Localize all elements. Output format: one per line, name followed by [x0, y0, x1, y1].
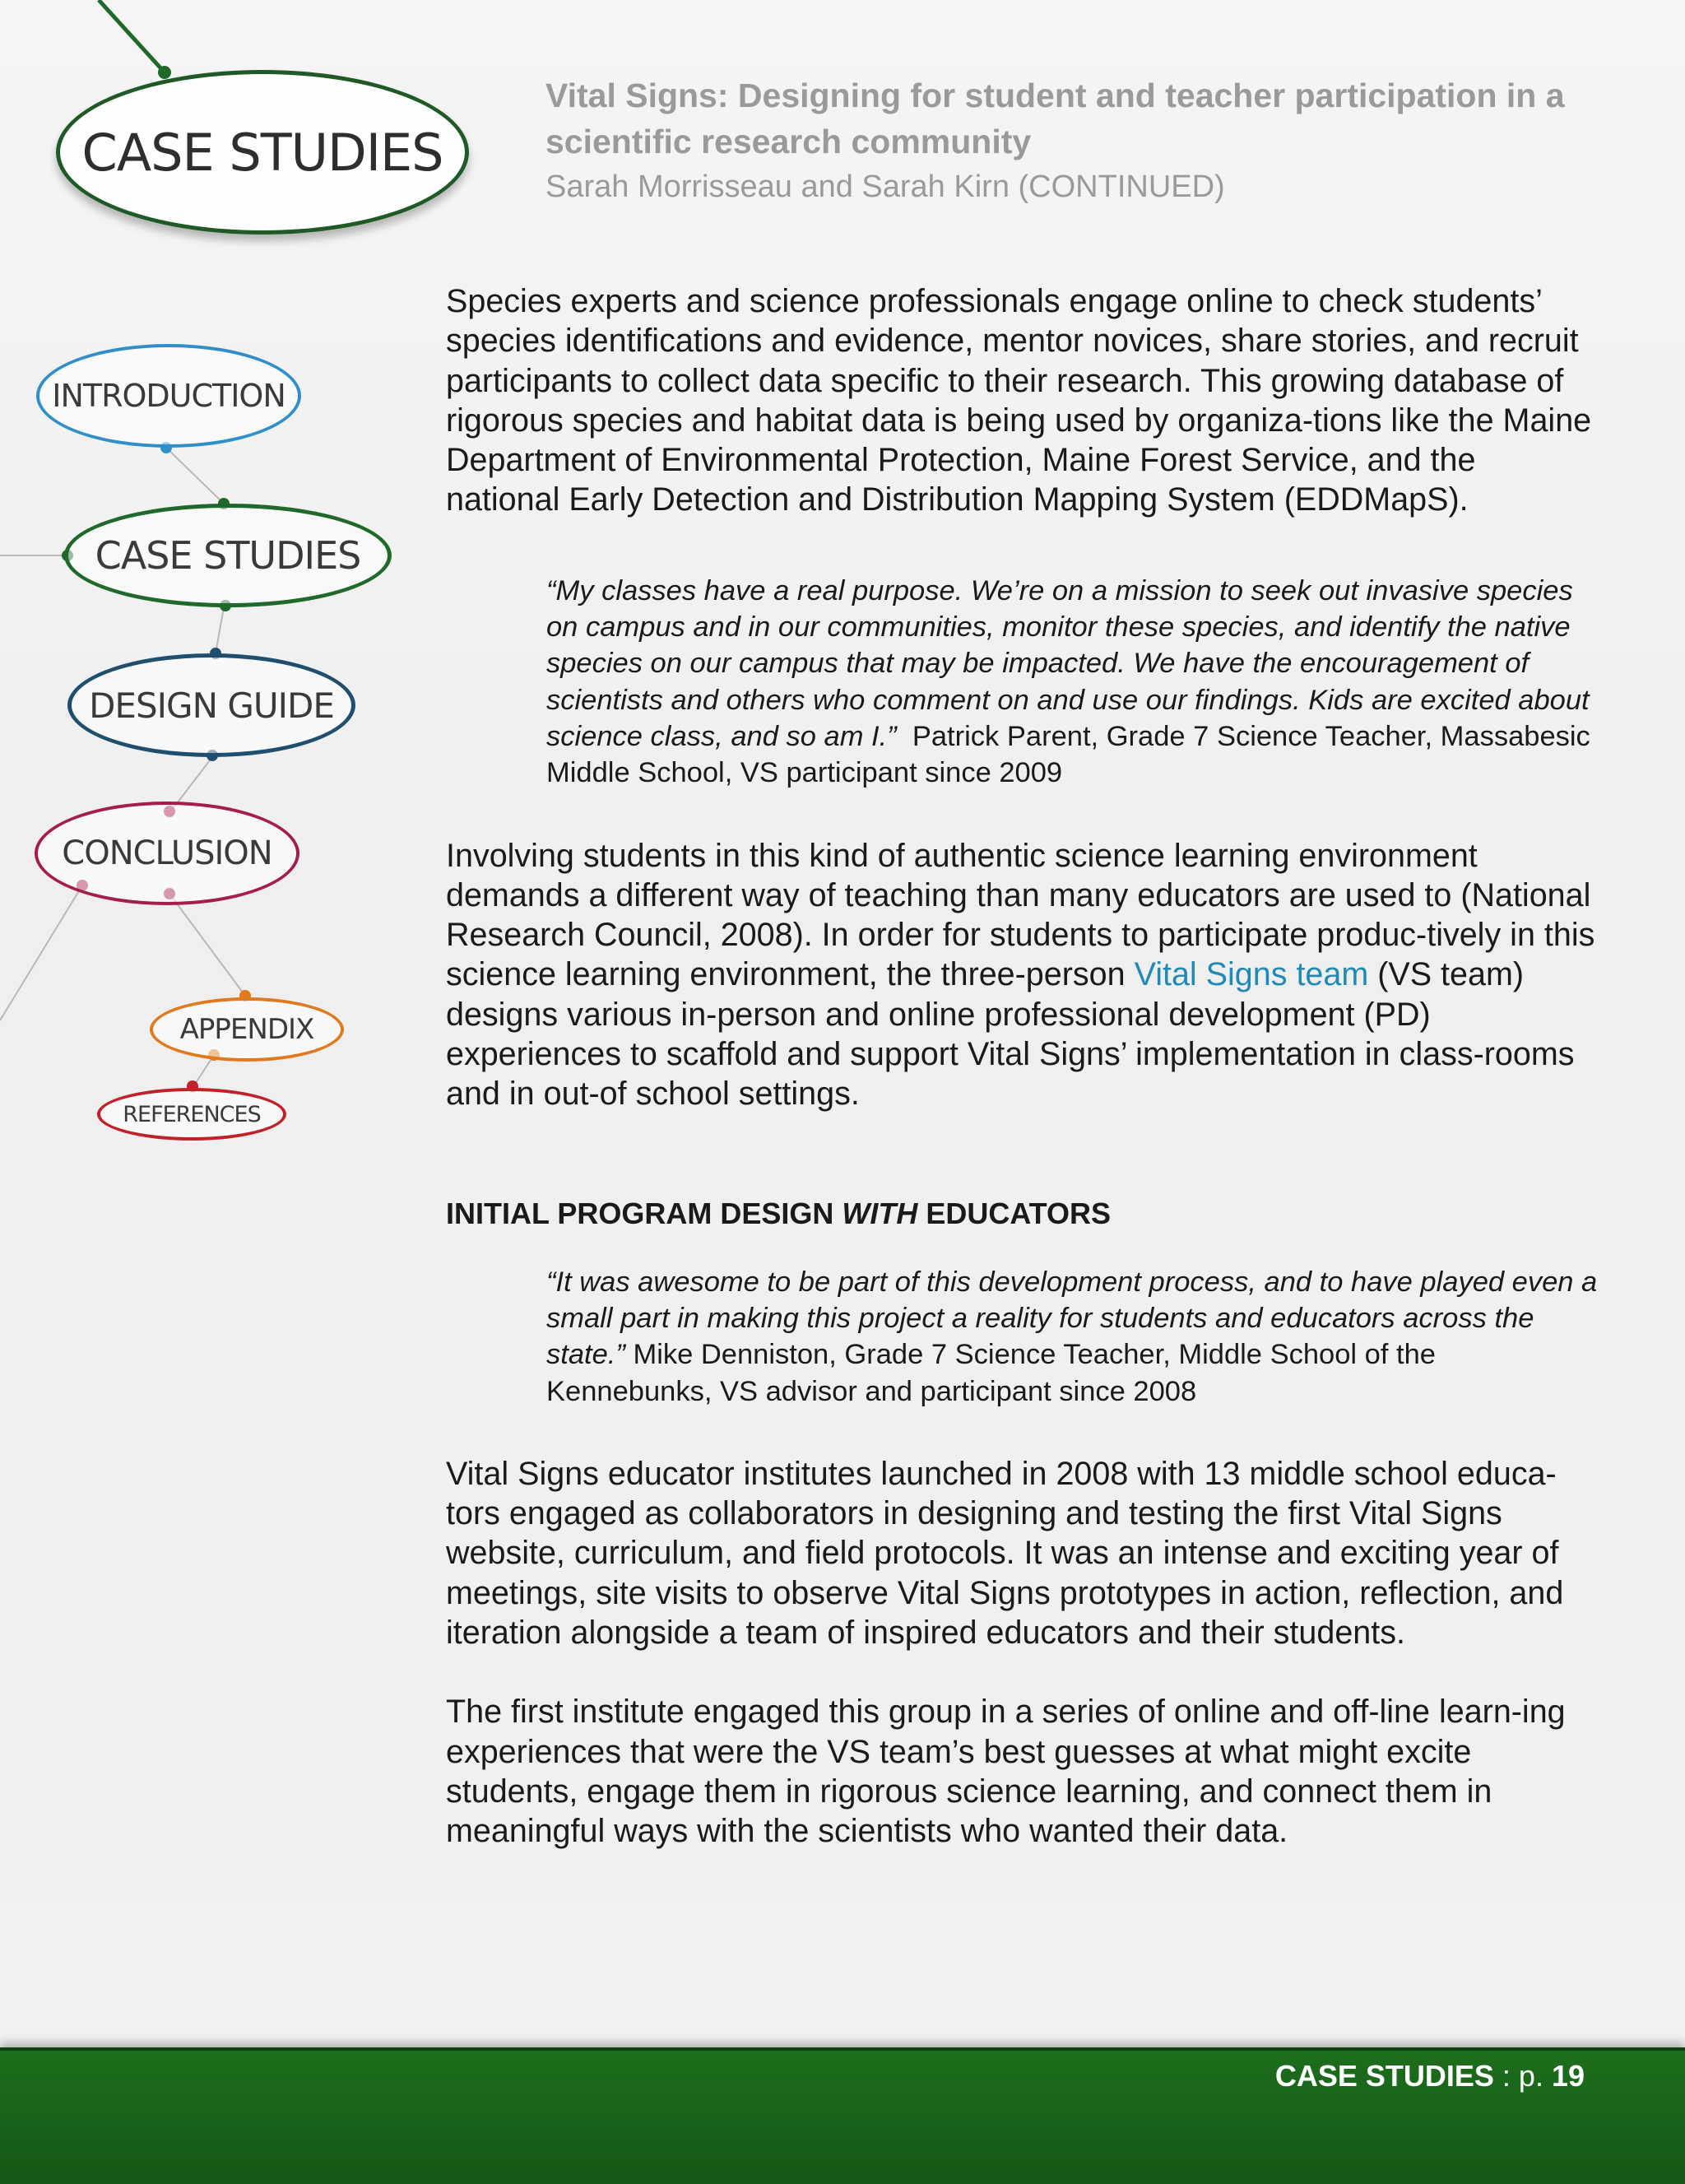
- nav-item-design-guide[interactable]: [67, 653, 355, 757]
- section-heading: [446, 1197, 1598, 1231]
- quote-attribution: Mike Denniston, Grade 7 Science Teacher, Middle School of the Kennebunks, VS advisor and participant since 2008: [546, 1339, 1436, 1407]
- section-header-label: CASE STUDIES: [81, 122, 443, 183]
- nav-item-label: REFERENCES: [123, 1101, 261, 1127]
- paragraph: The first institute engaged this group in a series of online and off-line learn-ing experiences that were the VS team’s best guesses at what might excite students, engage them in rigorous science learning, and connect them in meaningful ways with the scientists who wanted their data.: [446, 1694, 1566, 1850]
- heading-emphasis: WITH: [842, 1196, 918, 1230]
- page-number-label: [1275, 2059, 1585, 2093]
- nav-item-appendix[interactable]: [150, 997, 344, 1062]
- nav-item-label: INTRODUCTION: [52, 378, 285, 414]
- section-header-case-studies: [56, 70, 469, 235]
- paragraph: Vital Signs educator institutes launched in 2008 with 13 middle school educa-tors engaged as collaborators in designing and testing the first Vital Signs website, curriculum, and field protocols. It was an intense and exciting year of meetings, site visits to observe Vital Signs prototypes in action, reflection, and iteration alongside a team of inspired educators and their students.: [446, 1455, 1564, 1652]
- pull-quote: [546, 1264, 1608, 1410]
- footer-page-number: 19: [1551, 2059, 1585, 2093]
- quote-attribution: Patrick Parent, Grade 7 Science Teacher, Massabesic Middle School, VS participant since 2009: [546, 720, 1590, 789]
- article-title: Vital Signs: Designing for student and teacher participation in a scientific research community: [545, 77, 1565, 160]
- paragraph-text: Involving students in this kind of authentic science learning environment demands a different way of teaching than many educators are used to (National Research Council, 2008). In order for students to participate produc-tively in this science learning environment, the three-person: [446, 837, 1595, 993]
- quote-text: “My classes have a real purpose. We’re on a mission to seek out invasive species on campus and in our communities, monitor these species, and identify the native species on our campus that may be impacted. We have the encouragement of scientists and others who comment on and use our findings. Kids are excited about science class, and so am I.”: [546, 574, 1590, 752]
- nav-item-introduction[interactable]: [36, 344, 301, 448]
- nav-item-label: CONCLUSION: [62, 834, 272, 872]
- footer-section: CASE STUDIES: [1274, 2059, 1494, 2093]
- pull-quote: [546, 573, 1608, 792]
- paragraph-text: (VS team) designs various in-person and online professional development (PD) experiences to scaffold and support Vital Signs’ implementation in class-rooms and in out-of school settings.: [446, 956, 1575, 1113]
- nav-item-case-studies[interactable]: [64, 504, 392, 607]
- article-authors: Sarah Morrisseau and Sarah Kirn (CONTINUED): [545, 170, 1225, 204]
- footer-separator: :: [1493, 2059, 1519, 2093]
- nav-item-references[interactable]: [97, 1088, 286, 1141]
- paragraph: Species experts and science professionals engage online to check students’ species identifications and evidence, mentor novices, share stories, and recruit participants to collect data specific to their research. This growing database of rigorous species and habitat data is being used by organiza-tions like the Maine Department of Environmental Protection, Maine Forest Service, and the national Early Detection and Distribution Mapping System (EDDMapS).: [446, 283, 1592, 518]
- nav-item-label: CASE STUDIES: [95, 533, 361, 578]
- quote-text: “It was awesome to be part of this development process, and to have played even a small part in making this project a reality for students and educators across the state.”: [546, 1266, 1598, 1371]
- article-body: [446, 281, 1598, 1852]
- vital-signs-team-link[interactable]: Vital Signs team: [1134, 956, 1369, 993]
- nav-item-label: DESIGN GUIDE: [89, 685, 334, 726]
- heading-text: INITIAL PROGRAM DESIGN: [446, 1196, 842, 1230]
- heading-text: EDUCATORS: [917, 1196, 1112, 1230]
- nav-item-label: APPENDIX: [179, 1013, 314, 1046]
- footer-page-prefix: p.: [1518, 2059, 1552, 2093]
- nav-item-conclusion[interactable]: [35, 802, 299, 905]
- paragraph: [446, 836, 1598, 1114]
